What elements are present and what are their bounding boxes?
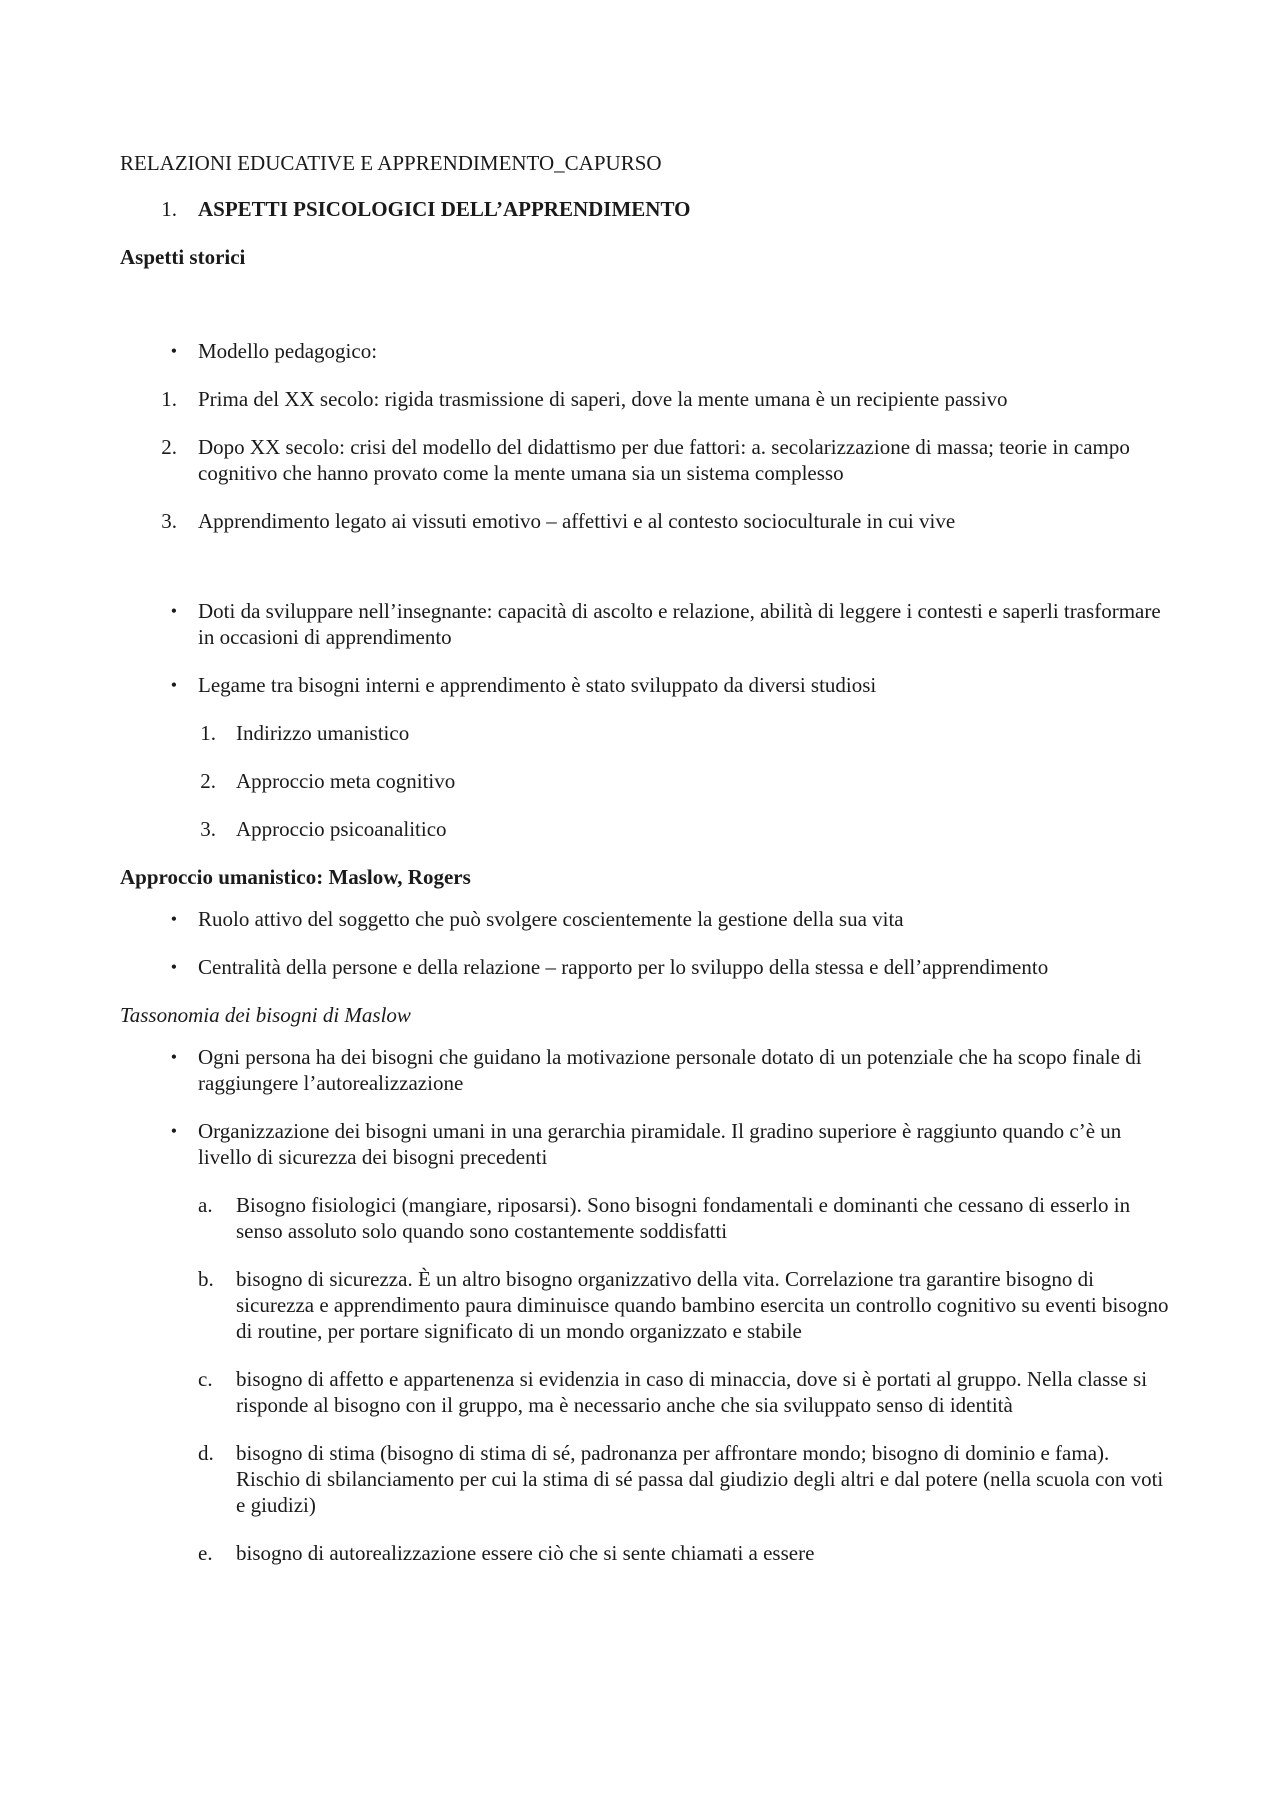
- need-text: Bisogno fisiologici (mangiare, riposarsi). Sono bisogni fondamentali e dominanti che cessano di esserlo in senso assoluto solo quando sono costantemente soddisfatti: [236, 1193, 1131, 1243]
- sublist-item: [120, 816, 1170, 842]
- need-item-physiological: [120, 1192, 1170, 1244]
- document-title: RELAZIONI EDUCATIVE E APPRENDIMENTO_CAPURSO: [120, 151, 662, 175]
- need-text: bisogno di autorealizzazione essere ciò che si sente chiamati a essere: [236, 1541, 815, 1565]
- need-letter: e.: [198, 1541, 213, 1565]
- bullet-marker: •: [170, 909, 177, 929]
- bullet-item: [120, 672, 1170, 698]
- bullet-text: Legame tra bisogni interni e apprendimento è stato sviluppato da diversi studiosi: [198, 673, 877, 697]
- section-heading: [120, 196, 1170, 222]
- need-item-safety: [120, 1266, 1170, 1344]
- bullet-text: Doti da sviluppare nell’insegnante: capacità di ascolto e relazione, abilità di leggere i contesti e saperli trasformare in occasioni di apprendimento: [198, 599, 1161, 649]
- subheading-tassonomia-maslow: Tassonomia dei bisogni di Maslow: [120, 1003, 411, 1027]
- list-item: [120, 508, 1170, 534]
- list-number: 1.: [161, 387, 177, 411]
- need-letter: a.: [198, 1193, 213, 1217]
- bullet-item: [120, 338, 1170, 364]
- bullet-text: Centralità della persone e della relazione – rapporto per lo sviluppo della stessa e dell’apprendimento: [198, 955, 1049, 979]
- need-item-self-actualization: [120, 1540, 1170, 1566]
- list-number: 2.: [161, 435, 177, 459]
- list-text: Dopo XX secolo: crisi del modello del didattismo per due fattori: a. secolarizzazione di massa; teorie in campo cognitivo che hanno provato come la mente umana sia un sistema complesso: [198, 435, 1130, 485]
- subheading-aspetti-storici: Aspetti storici: [120, 245, 246, 269]
- bullet-item: [120, 906, 1170, 932]
- bullet-item: [120, 598, 1170, 650]
- need-item-esteem: [120, 1440, 1170, 1518]
- bullet-item: [120, 1118, 1170, 1170]
- bullet-marker: •: [170, 601, 177, 621]
- bullet-marker: •: [170, 341, 177, 361]
- sublist-text: Approccio psicoanalitico: [236, 817, 447, 841]
- bullet-text: Ruolo attivo del soggetto che può svolgere coscientemente la gestione della sua vita: [198, 907, 904, 931]
- bullet-marker: •: [170, 957, 177, 977]
- need-item-belonging: [120, 1366, 1170, 1418]
- bullet-text: Modello pedagogico:: [198, 339, 378, 363]
- need-text: bisogno di sicurezza. È un altro bisogno organizzativo della vita. Correlazione tra garantire bisogno di sicurezza e apprendimento paura diminuisce quando bambino esercita un controllo cognitivo su eventi bisogno di routine, per portare significato di un mondo organizzato e stabile: [236, 1267, 1169, 1343]
- need-text: bisogno di affetto e appartenenza si evidenzia in caso di minaccia, dove si è portati al gruppo. Nella classe si risponde al bisogno con il gruppo, ma è necessario anche che sia sviluppato senso di identità: [236, 1367, 1148, 1417]
- list-number: 3.: [161, 509, 177, 533]
- subheading-approccio-umanistico: Approccio umanistico: Maslow, Rogers: [120, 865, 471, 889]
- section-title: ASPETTI PSICOLOGICI DELL’APPRENDIMENTO: [198, 197, 691, 221]
- sublist-item: [120, 768, 1170, 794]
- sublist-number: 2.: [200, 769, 216, 793]
- need-letter: b.: [198, 1267, 214, 1291]
- list-item: [120, 386, 1170, 412]
- bullet-item: [120, 954, 1170, 980]
- list-item: [120, 434, 1170, 486]
- need-letter: c.: [198, 1367, 213, 1391]
- list-text: Apprendimento legato ai vissuti emotivo – affettivi e al contesto socioculturale in cui vive: [198, 509, 956, 533]
- sublist-text: Approccio meta cognitivo: [236, 769, 456, 793]
- bullet-text: Organizzazione dei bisogni umani in una gerarchia piramidale. Il gradino superiore è raggiunto quando c’è un livello di sicurezza dei bisogni precedenti: [198, 1119, 1122, 1169]
- list-text: Prima del XX secolo: rigida trasmissione di saperi, dove la mente umana è un recipiente passivo: [198, 387, 1008, 411]
- need-text: bisogno di stima (bisogno di stima di sé, padronanza per affrontare mondo; bisogno di dominio e fama). Rischio di sbilanciamento per cui la stima di sé passa dal giudizio degli altri e dal potere (nella scuola con voti e giudizi): [236, 1441, 1164, 1517]
- bullet-marker: •: [170, 675, 177, 695]
- sublist-number: 1.: [200, 721, 216, 745]
- bullet-marker: •: [170, 1121, 177, 1141]
- sublist-item: [120, 720, 1170, 746]
- bullet-text: Ogni persona ha dei bisogni che guidano la motivazione personale dotato di un potenziale che ha scopo finale di raggiungere l’autorealizzazione: [198, 1045, 1142, 1095]
- sublist-text: Indirizzo umanistico: [236, 721, 410, 745]
- section-number: 1.: [161, 197, 177, 221]
- need-letter: d.: [198, 1441, 214, 1465]
- sublist-number: 3.: [200, 817, 216, 841]
- document-page: [120, 150, 1170, 1588]
- bullet-marker: •: [170, 1047, 177, 1067]
- bullet-item: [120, 1044, 1170, 1096]
